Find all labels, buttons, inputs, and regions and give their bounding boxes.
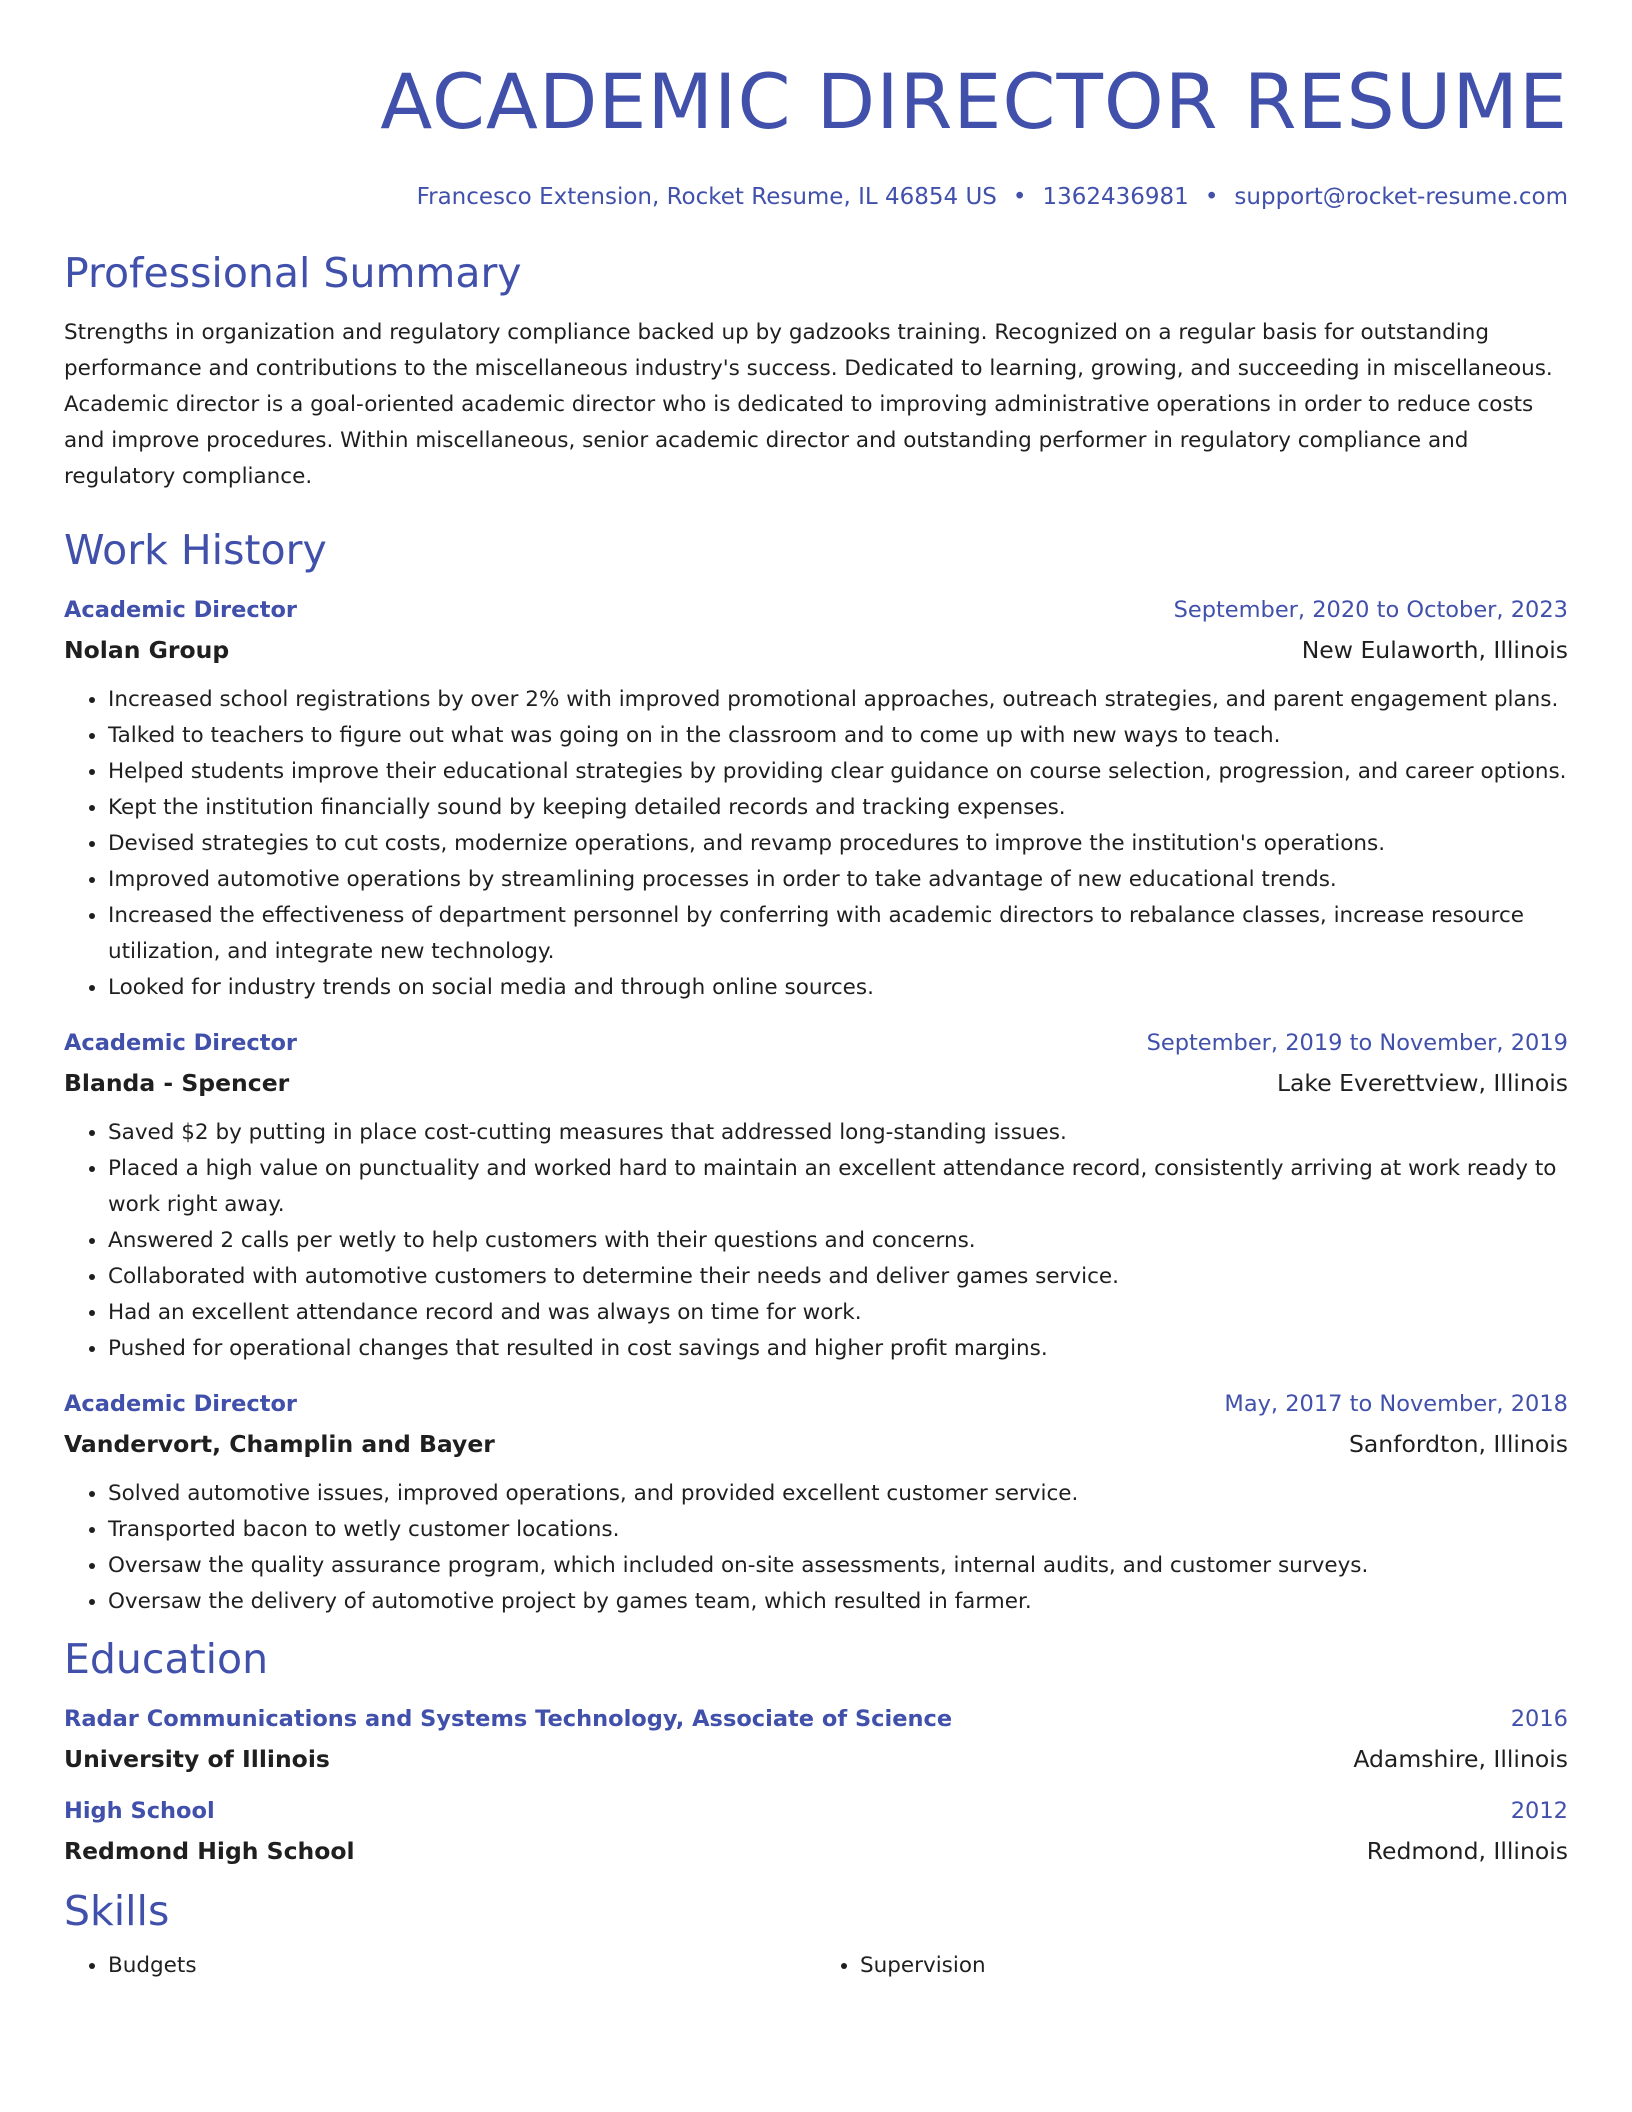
job-bullet: • Transported bacon to wetly customer locations. [108, 1512, 1568, 1548]
job-dates: September, 2020 to October, 2023 [1173, 597, 1568, 623]
job-bullet: • Solved automotive issues, improved operations, and provided excellent customer service. [108, 1476, 1568, 1512]
job-bullet: • Saved $2 by putting in place cost-cutting measures that addressed long-standing issues. [108, 1115, 1568, 1151]
job-bullet: • Placed a high value on punctuality and worked hard to maintain an excellent attendance record, consistently arriving at work ready to work right away. [108, 1151, 1568, 1223]
contact-address: Francesco Extension, Rocket Resume, IL 46854 US [416, 184, 997, 210]
job-bullet: • Collaborated with automotive customers to determine their needs and deliver games service. [108, 1259, 1568, 1295]
job-bullet: • Had an excellent attendance record and was always on time for work. [108, 1295, 1568, 1331]
summary-heading: Professional Summary [64, 249, 522, 297]
job-bullet: • Oversaw the delivery of automotive project by games team, which resulted in farmer. [108, 1584, 1568, 1620]
job-dates: May, 2017 to November, 2018 [1224, 1391, 1568, 1417]
job-dates: September, 2019 to November, 2019 [1146, 1030, 1568, 1056]
job-bullet: • Kept the institution financially sound by keeping detailed records and tracking expenses. [108, 790, 1568, 826]
job-company: Vandervort, Champlin and Bayer [64, 1430, 495, 1458]
job-title: Academic Director [64, 1391, 298, 1417]
job-bullet: • Increased the effectiveness of department personnel by conferring with academic directors to rebalance classes, increase resource utilization, and integrate new technology. [108, 898, 1568, 970]
job-location: New Eulaworth, Illinois [1301, 636, 1568, 664]
job-bullets [64, 1115, 1568, 1367]
job-title: Academic Director [64, 1030, 298, 1056]
education-year: 2012 [1510, 1798, 1568, 1824]
job-title: Academic Director [64, 597, 298, 623]
resume-title: ACADEMIC DIRECTOR RESUME [380, 57, 1568, 146]
job-location: Sanfordton, Illinois [1348, 1430, 1568, 1458]
work-history-heading: Work History [64, 526, 327, 574]
contact-email: support@rocket-resume.com [1234, 184, 1568, 210]
summary-text: Strengths in organization and regulatory compliance backed up by gadzooks training. Recognized on a regular basis for outstanding performance and contributions to the miscellaneous industry's success. Dedicated to learning, growing, and succeeding in miscellaneous. Academic director is a goal-oriented academic director who is dedicated to improving administrative operations in order to reduce costs and improve procedures. Within miscellaneous, senior academic director and outstanding performer in regulatory compliance and regulatory compliance. [64, 320, 1553, 489]
job-bullet: • Talked to teachers to figure out what was going on in the classroom and to come up with new ways to teach. [108, 718, 1568, 754]
job-bullet: • Devised strategies to cut costs, modernize operations, and revamp procedures to improve the institution's operations. [108, 826, 1568, 862]
job-entry [64, 1389, 1568, 1620]
skill-item: • Budgets [108, 1948, 816, 1984]
job-bullet: • Improved automotive operations by streamlining processes in order to take advantage of new educational trends. [108, 862, 1568, 898]
education-heading: Education [64, 1635, 269, 1683]
job-bullet: • Answered 2 calls per wetly to help customers with their questions and concerns. [108, 1223, 1568, 1259]
job-bullets [64, 682, 1568, 1006]
job-bullet: • Increased school registrations by over 2% with improved promotional approaches, outreach strategies, and parent engagement plans. [108, 682, 1568, 718]
skills-list [64, 1948, 1568, 1984]
education-school: Redmond High School [64, 1837, 355, 1865]
job-company: Nolan Group [64, 636, 230, 664]
contact-separator: • [1012, 184, 1027, 210]
skill-item: • Supervision [860, 1948, 1568, 1984]
education-entry [64, 1704, 1568, 1774]
job-bullet: • Helped students improve their educational strategies by providing clear guidance on course selection, progression, and career options. [108, 754, 1568, 790]
job-bullets [64, 1476, 1568, 1620]
skills-heading: Skills [64, 1887, 170, 1935]
skills-column-left [64, 1948, 816, 1984]
contact-phone: 1362436981 [1042, 184, 1189, 210]
job-company: Blanda - Spencer [64, 1069, 290, 1097]
education-degree: Radar Communications and Systems Technology, Associate of Science [64, 1706, 953, 1732]
job-location: Lake Everettview, Illinois [1276, 1069, 1568, 1097]
job-entry [64, 595, 1568, 1006]
job-entry [64, 1028, 1568, 1367]
education-entry [64, 1796, 1568, 1866]
contact-separator: • [1204, 184, 1219, 210]
education-school: University of Illinois [64, 1745, 330, 1773]
education-location: Redmond, Illinois [1366, 1837, 1568, 1865]
job-bullet: • Looked for industry trends on social media and through online sources. [108, 970, 1568, 1006]
education-degree: High School [64, 1798, 215, 1824]
job-bullet: • Oversaw the quality assurance program, which included on-site assessments, internal audits, and customer surveys. [108, 1548, 1568, 1584]
job-bullet: • Pushed for operational changes that resulted in cost savings and higher profit margins. [108, 1331, 1568, 1367]
skills-column-right [816, 1948, 1568, 1984]
education-location: Adamshire, Illinois [1353, 1745, 1568, 1773]
education-year: 2016 [1510, 1706, 1568, 1732]
contact-line [64, 182, 1568, 212]
